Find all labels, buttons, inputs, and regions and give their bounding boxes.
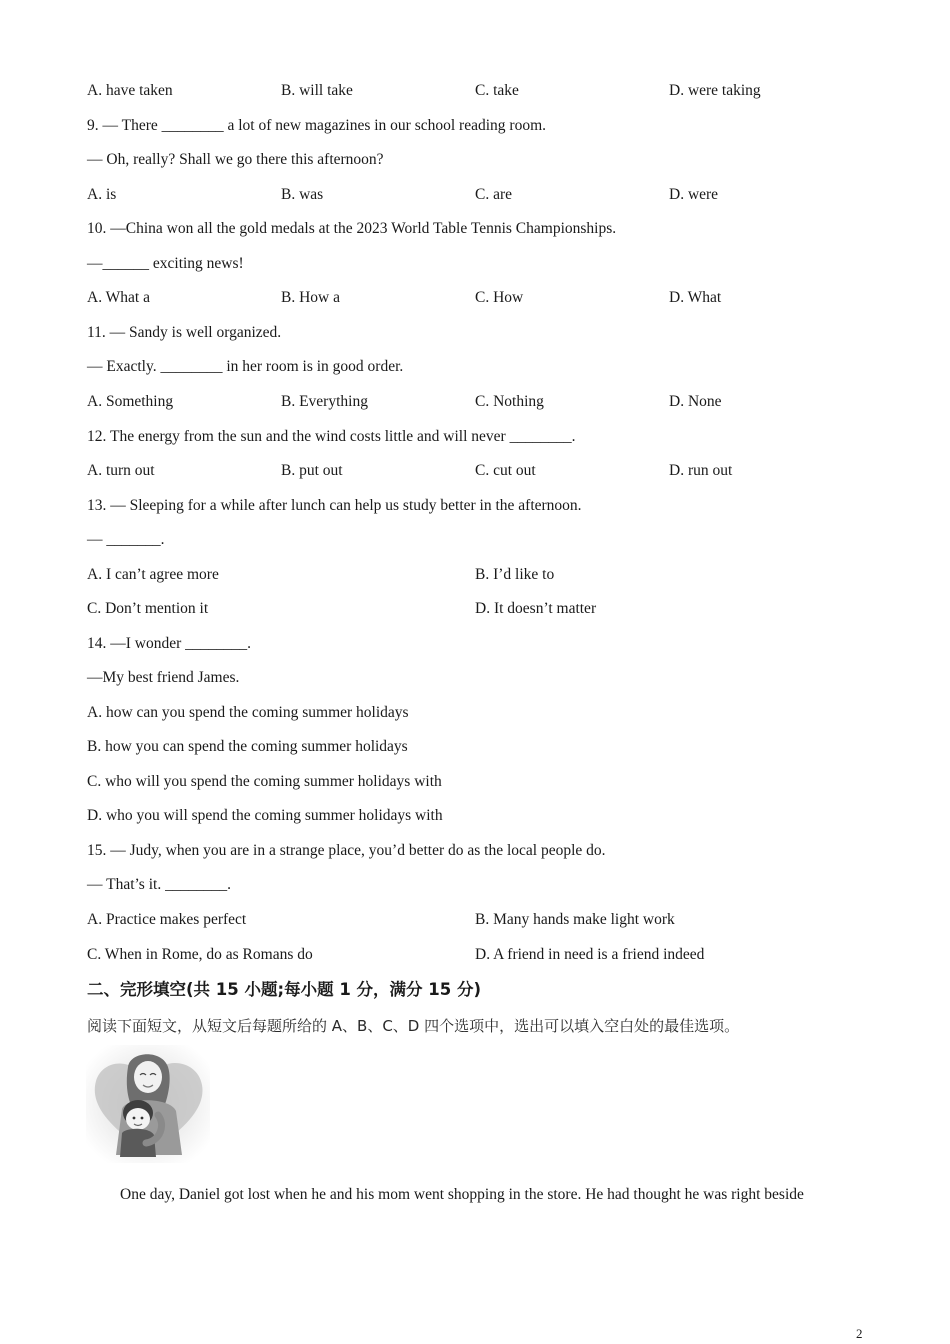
q11-option-a: A. Something [87, 393, 174, 410]
q13-option-c: C. Don’t mention it [87, 600, 209, 617]
mother-child-illustration [86, 1045, 210, 1163]
q10-option-d: D. What [669, 289, 722, 306]
q11-option-b: B. Everything [281, 393, 368, 410]
q15-option-b: B. Many hands make light work [475, 911, 675, 928]
passage-paragraph: One day, Daniel got lost when he and his mom went shopping in the store. He had thought he was right beside [120, 1186, 804, 1203]
q14-option-b: B. how you can spend the coming summer holidays [87, 738, 408, 755]
q11-option-d: D. None [669, 393, 722, 410]
q10-stem: 10. —China won all the gold medals at the 2023 World Table Tennis Championships. [87, 220, 617, 237]
q11-option-c: C. Nothing [475, 393, 544, 410]
q14-option-a: A. how can you spend the coming summer holidays [87, 704, 409, 721]
q9-reply: — Oh, really? Shall we go there this afternoon? [87, 151, 384, 168]
q9-option-d: D. were [669, 186, 719, 203]
q12-option-d: D. run out [669, 462, 733, 479]
q9-stem: 9. — There ________ a lot of new magazines in our school reading room. [87, 117, 547, 134]
section-instruction: 阅读下面短文，从短文后每题所给的 A、B、C、D 四个选项中，选出可以填入空白处的最佳选项。 [87, 1017, 740, 1035]
q15-reply: — That’s it. ________. [87, 876, 231, 893]
q10-reply: —______ exciting news! [87, 255, 244, 272]
q15-option-d: D. A friend in need is a friend indeed [475, 946, 705, 963]
section-heading: 二、完形填空(共 15 小题;每小题 1 分，满分 15 分) [87, 980, 482, 999]
q13-option-b: B. I’d like to [475, 566, 555, 583]
q15-option-a: A. Practice makes perfect [87, 911, 247, 928]
q13-option-a: A. I can’t agree more [87, 566, 219, 583]
q8-option-b: B. will take [281, 82, 353, 99]
q10-option-c: C. How [475, 289, 524, 306]
q8-option-d: D. were taking [669, 82, 761, 99]
q13-reply: — _______. [87, 531, 165, 548]
q12-stem: 12. The energy from the sun and the wind costs little and will never ________. [87, 428, 576, 445]
q9-option-a: A. is [87, 186, 117, 203]
q8-option-c: C. take [475, 82, 519, 99]
q11-stem: 11. — Sandy is well organized. [87, 324, 282, 341]
q15-stem: 15. — Judy, when you are in a strange place, you’d better do as the local people do. [87, 842, 606, 859]
q14-reply: —My best friend James. [87, 669, 240, 686]
q8-option-a: A. have taken [87, 82, 173, 99]
q10-option-b: B. How a [281, 289, 340, 306]
q12-option-b: B. put out [281, 462, 343, 479]
q14-option-d: D. who you will spend the coming summer holidays with [87, 807, 443, 824]
q14-option-c: C. who will you spend the coming summer holidays with [87, 773, 442, 790]
q13-stem: 13. — Sleeping for a while after lunch can help us study better in the afternoon. [87, 497, 582, 514]
q10-option-a: A. What a [87, 289, 150, 306]
q12-option-a: A. turn out [87, 462, 155, 479]
page-number: 2 [856, 1326, 863, 1341]
q9-option-c: C. are [475, 186, 513, 203]
q12-option-c: C. cut out [475, 462, 536, 479]
q14-stem: 14. —I wonder ________. [87, 635, 252, 652]
q15-option-c: C. When in Rome, do as Romans do [87, 946, 313, 963]
q13-option-d: D. It doesn’t matter [475, 600, 597, 617]
q9-option-b: B. was [281, 186, 324, 203]
q11-reply: — Exactly. ________ in her room is in good order. [87, 358, 404, 375]
